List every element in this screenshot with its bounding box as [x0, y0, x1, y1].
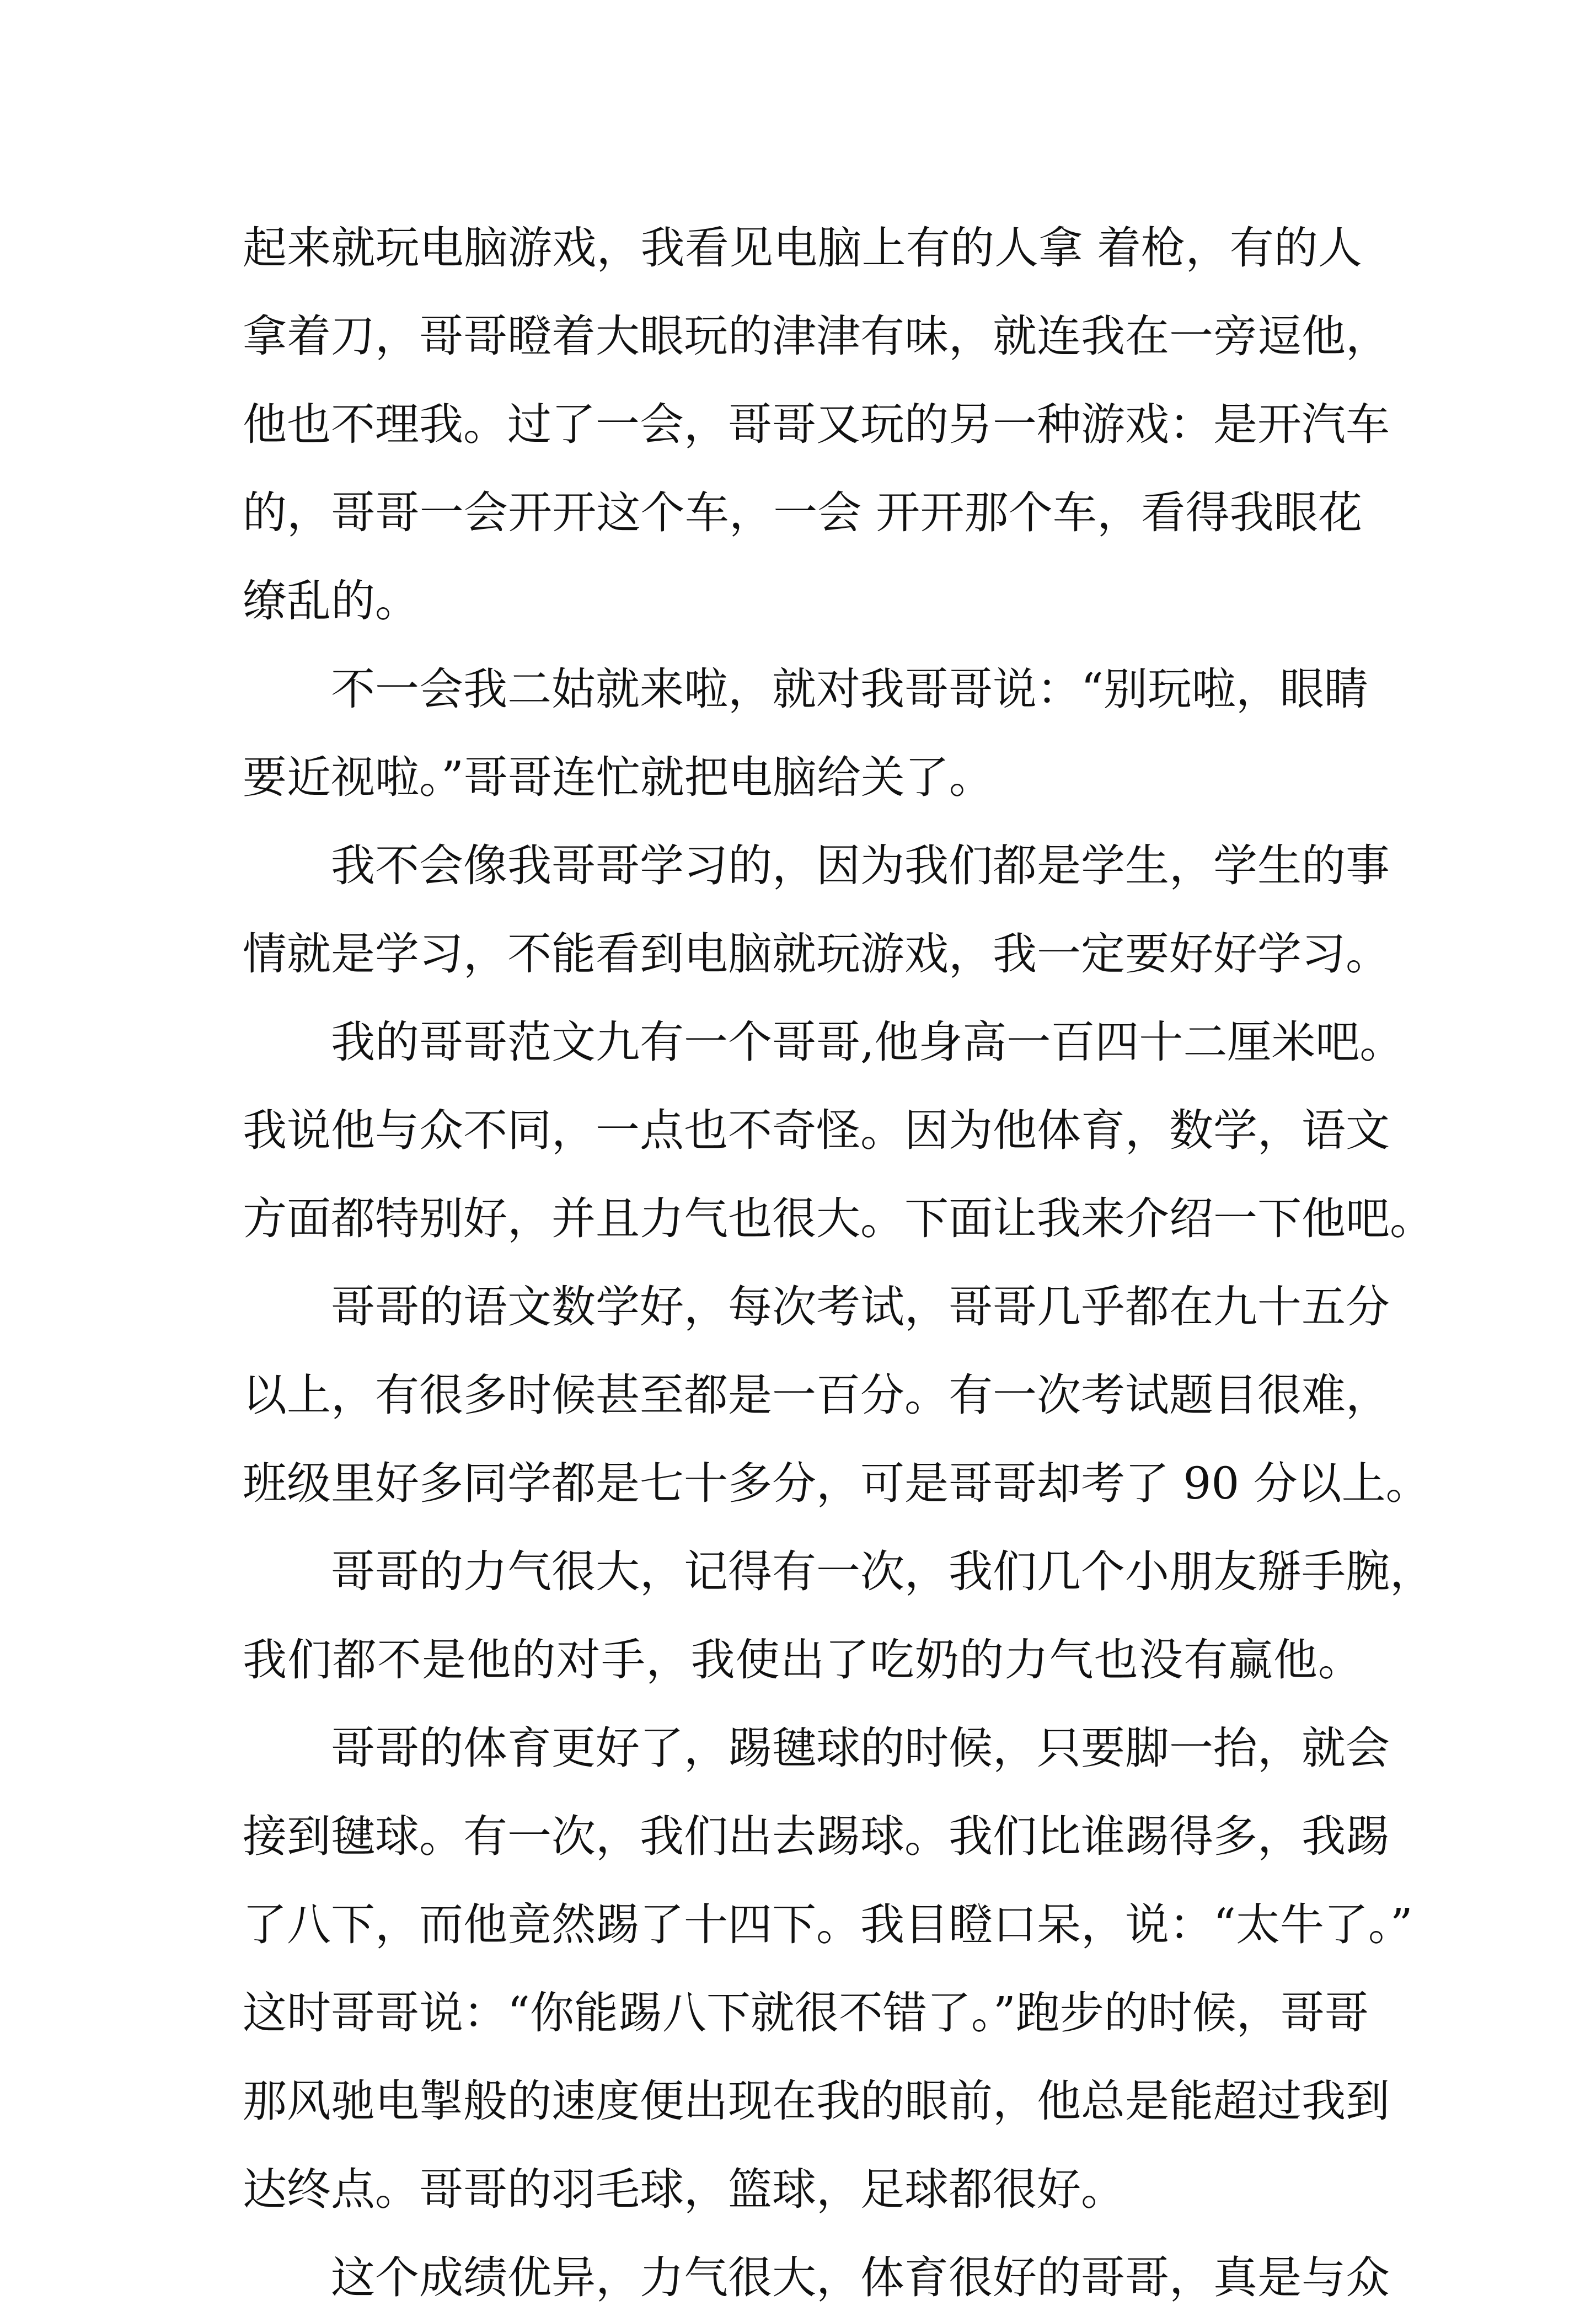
- text-line: 我说他与众不同，一点也不奇怪。因为他体育，数学，语文: [243, 1105, 1390, 1156]
- text-line: 这时哥哥说：“你能踢八下就很不错了。”跑步的时候，哥哥: [243, 1987, 1369, 2039]
- paragraph-first-line: 哥哥的语文数学好，每次考试，哥哥几乎都在九十五分: [331, 1281, 1390, 1333]
- text-line: 以上，有很多时候甚至都是一百分。有一次考试题目很难，: [243, 1369, 1390, 1421]
- text-line: 接到毽球。有一次，我们出去踢球。我们比谁踢得多，我踢: [243, 1811, 1390, 1862]
- paragraph-first-line: 这个成绩优异，力气很大，体育很好的哥哥，真是与众: [331, 2252, 1390, 2303]
- text-line: 的，哥哥一会开开这个车，一会 开开那个车，看得我眼花: [243, 487, 1362, 538]
- body-text: [243, 204, 1434, 2322]
- text-line: 我们都不是他的对手，我使出了吃奶的力气也没有赢他。: [243, 1634, 1362, 1686]
- text-line: 了八下，而他竟然踢了十四下。我目瞪口呆，说：“太牛了。”: [243, 1899, 1413, 1950]
- text-line: 拿着刀，哥哥瞪着大眼玩的津津有味，就连我在一旁逗他，: [243, 311, 1390, 362]
- text-line: 缭乱的。: [243, 575, 419, 627]
- paragraph-first-line: 我不会像我哥哥学习的，因为我们都是学生，学生的事: [331, 840, 1390, 891]
- text-line: 情就是学习，不能看到电脑就玩游戏，我一定要好好学习。: [243, 928, 1390, 980]
- text-line: 要近视啦。”哥哥连忙就把电脑给关了。: [243, 752, 993, 803]
- text-line: 起来就玩电脑游戏，我看见电脑上有的人拿 着枪，有的人: [243, 222, 1362, 274]
- paragraph-first-line: 哥哥的体育更好了，踢毽球的时候，只要脚一抬，就会: [331, 1722, 1390, 1774]
- paragraph-first-line: 我的哥哥范文九有一个哥哥,他身高一百四十二厘米吧。: [331, 1016, 1404, 1068]
- text-line: 班级里好多同学都是七十多分，可是哥哥却考了 90 分以上。: [243, 1458, 1430, 1509]
- paragraph-first-line: 哥哥的力气很大，记得有一次，我们几个小朋友掰手腕，: [331, 1546, 1434, 1597]
- text-line: 达终点。哥哥的羽毛球，篮球，足球都很好。: [243, 2164, 1125, 2215]
- paragraph-first-line: 不一会我二姑就来啦，就对我哥哥说：“别玩啦，眼睛: [331, 664, 1368, 715]
- text-line: 方面都特别好，并且力气也很大。下面让我来介绍一下他吧。: [243, 1193, 1434, 1244]
- text-line: 他也不理我。过了一会，哥哥又玩的另一种游戏：是开汽车: [243, 399, 1390, 450]
- text-line: 那风驰电掣般的速度便出现在我的眼前，他总是能超过我到: [243, 2075, 1390, 2127]
